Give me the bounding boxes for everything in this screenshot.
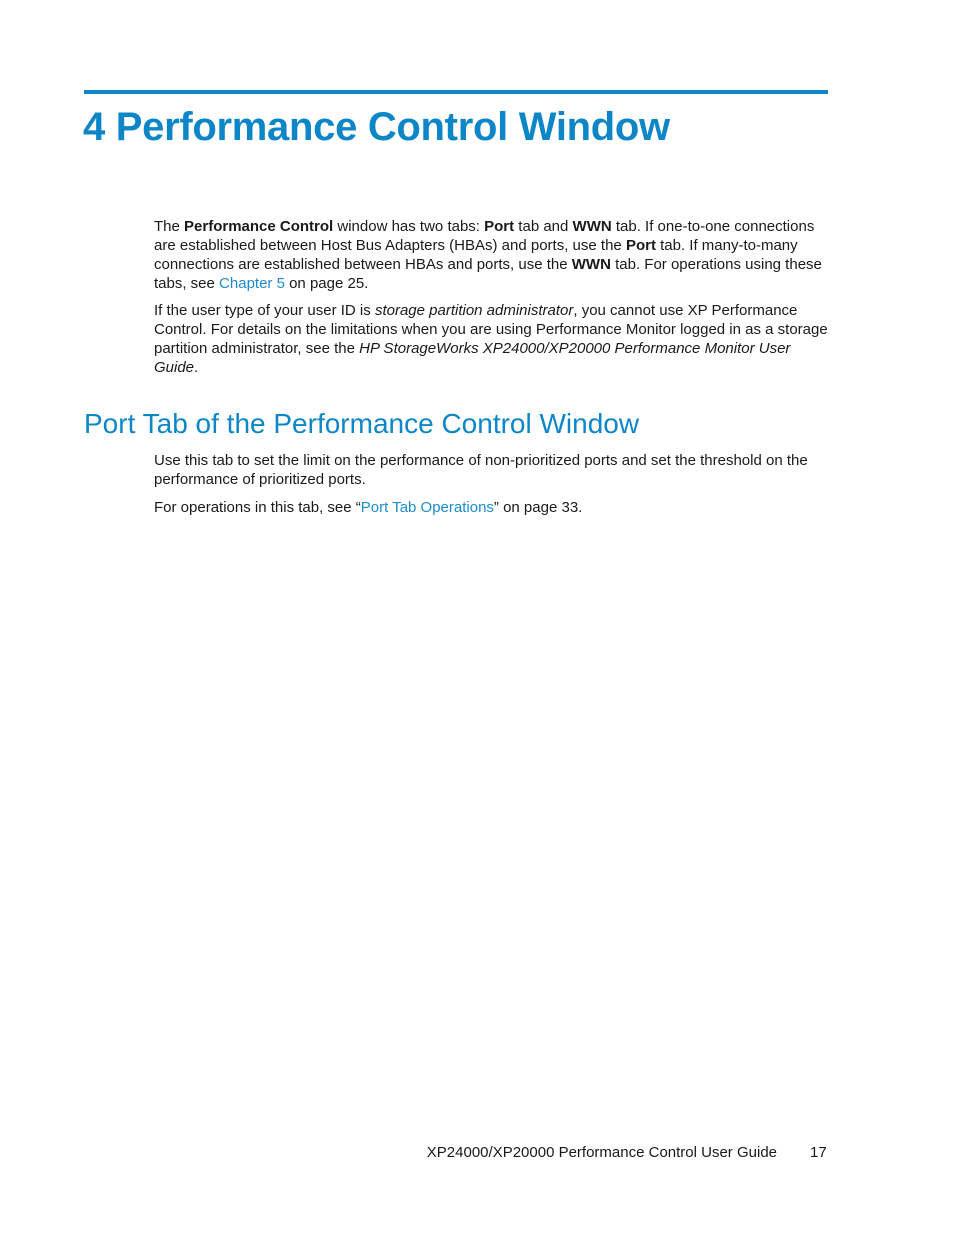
ui-term-wwn: WWN — [571, 256, 611, 273]
text-run: window has two tabs: — [333, 218, 485, 235]
chapter-title: 4 Performance Control Window — [83, 105, 670, 149]
text-run: . — [194, 359, 199, 376]
section-paragraph-operations — [154, 498, 834, 517]
chapter-top-rule — [84, 90, 828, 94]
page-number: 17 — [810, 1144, 827, 1161]
footer-guide-title: XP24000/XP20000 Performance Control User Guide — [426, 1144, 777, 1161]
text-run: tab. If many-to-many connections are established between HBAs and ports, use the — [154, 237, 798, 273]
ui-term-port: Port — [625, 237, 656, 254]
intro-paragraph-tabs — [154, 217, 834, 293]
text-run: For operations in this tab, see “ — [154, 499, 361, 516]
emphasis-user-type: storage partition administrator — [374, 302, 574, 319]
text-run: , you cannot use XP Performance Control. For details on the limitations when you are using Performance Monitor logged in as a storage partition administrator, see the — [154, 302, 828, 357]
text-run: ” on page 33. — [493, 499, 583, 516]
text-run: tab. For operations using these tabs, see — [154, 256, 822, 292]
ui-term-port: Port — [484, 218, 515, 235]
text-run: The — [154, 218, 185, 235]
emphasis-guide-title: HP StorageWorks XP24000/XP20000 Performance Monitor User Guide — [154, 340, 791, 376]
section-paragraph-purpose: Use this tab to set the limit on the performance of non-prioritized ports and set the threshold on the performance of prioritized ports. — [154, 452, 808, 488]
text-run: tab. If one-to-one connections are established between Host Bus Adapters (HBAs) and ports, use the — [154, 218, 815, 254]
text-run: tab and — [514, 218, 573, 235]
text-run: If the user type of your user ID is — [154, 302, 375, 319]
ui-term-performance-control: Performance Control — [184, 218, 334, 235]
intro-paragraph-storage-partition — [154, 301, 834, 377]
text-run: on page 25. — [284, 275, 369, 292]
chapter-5-link[interactable]: Chapter 5 — [219, 275, 285, 292]
port-tab-operations-link[interactable]: Port Tab Operations — [360, 499, 494, 516]
section-heading: Port Tab of the Performance Control Window — [84, 408, 640, 439]
ui-term-wwn: WWN — [572, 218, 612, 235]
